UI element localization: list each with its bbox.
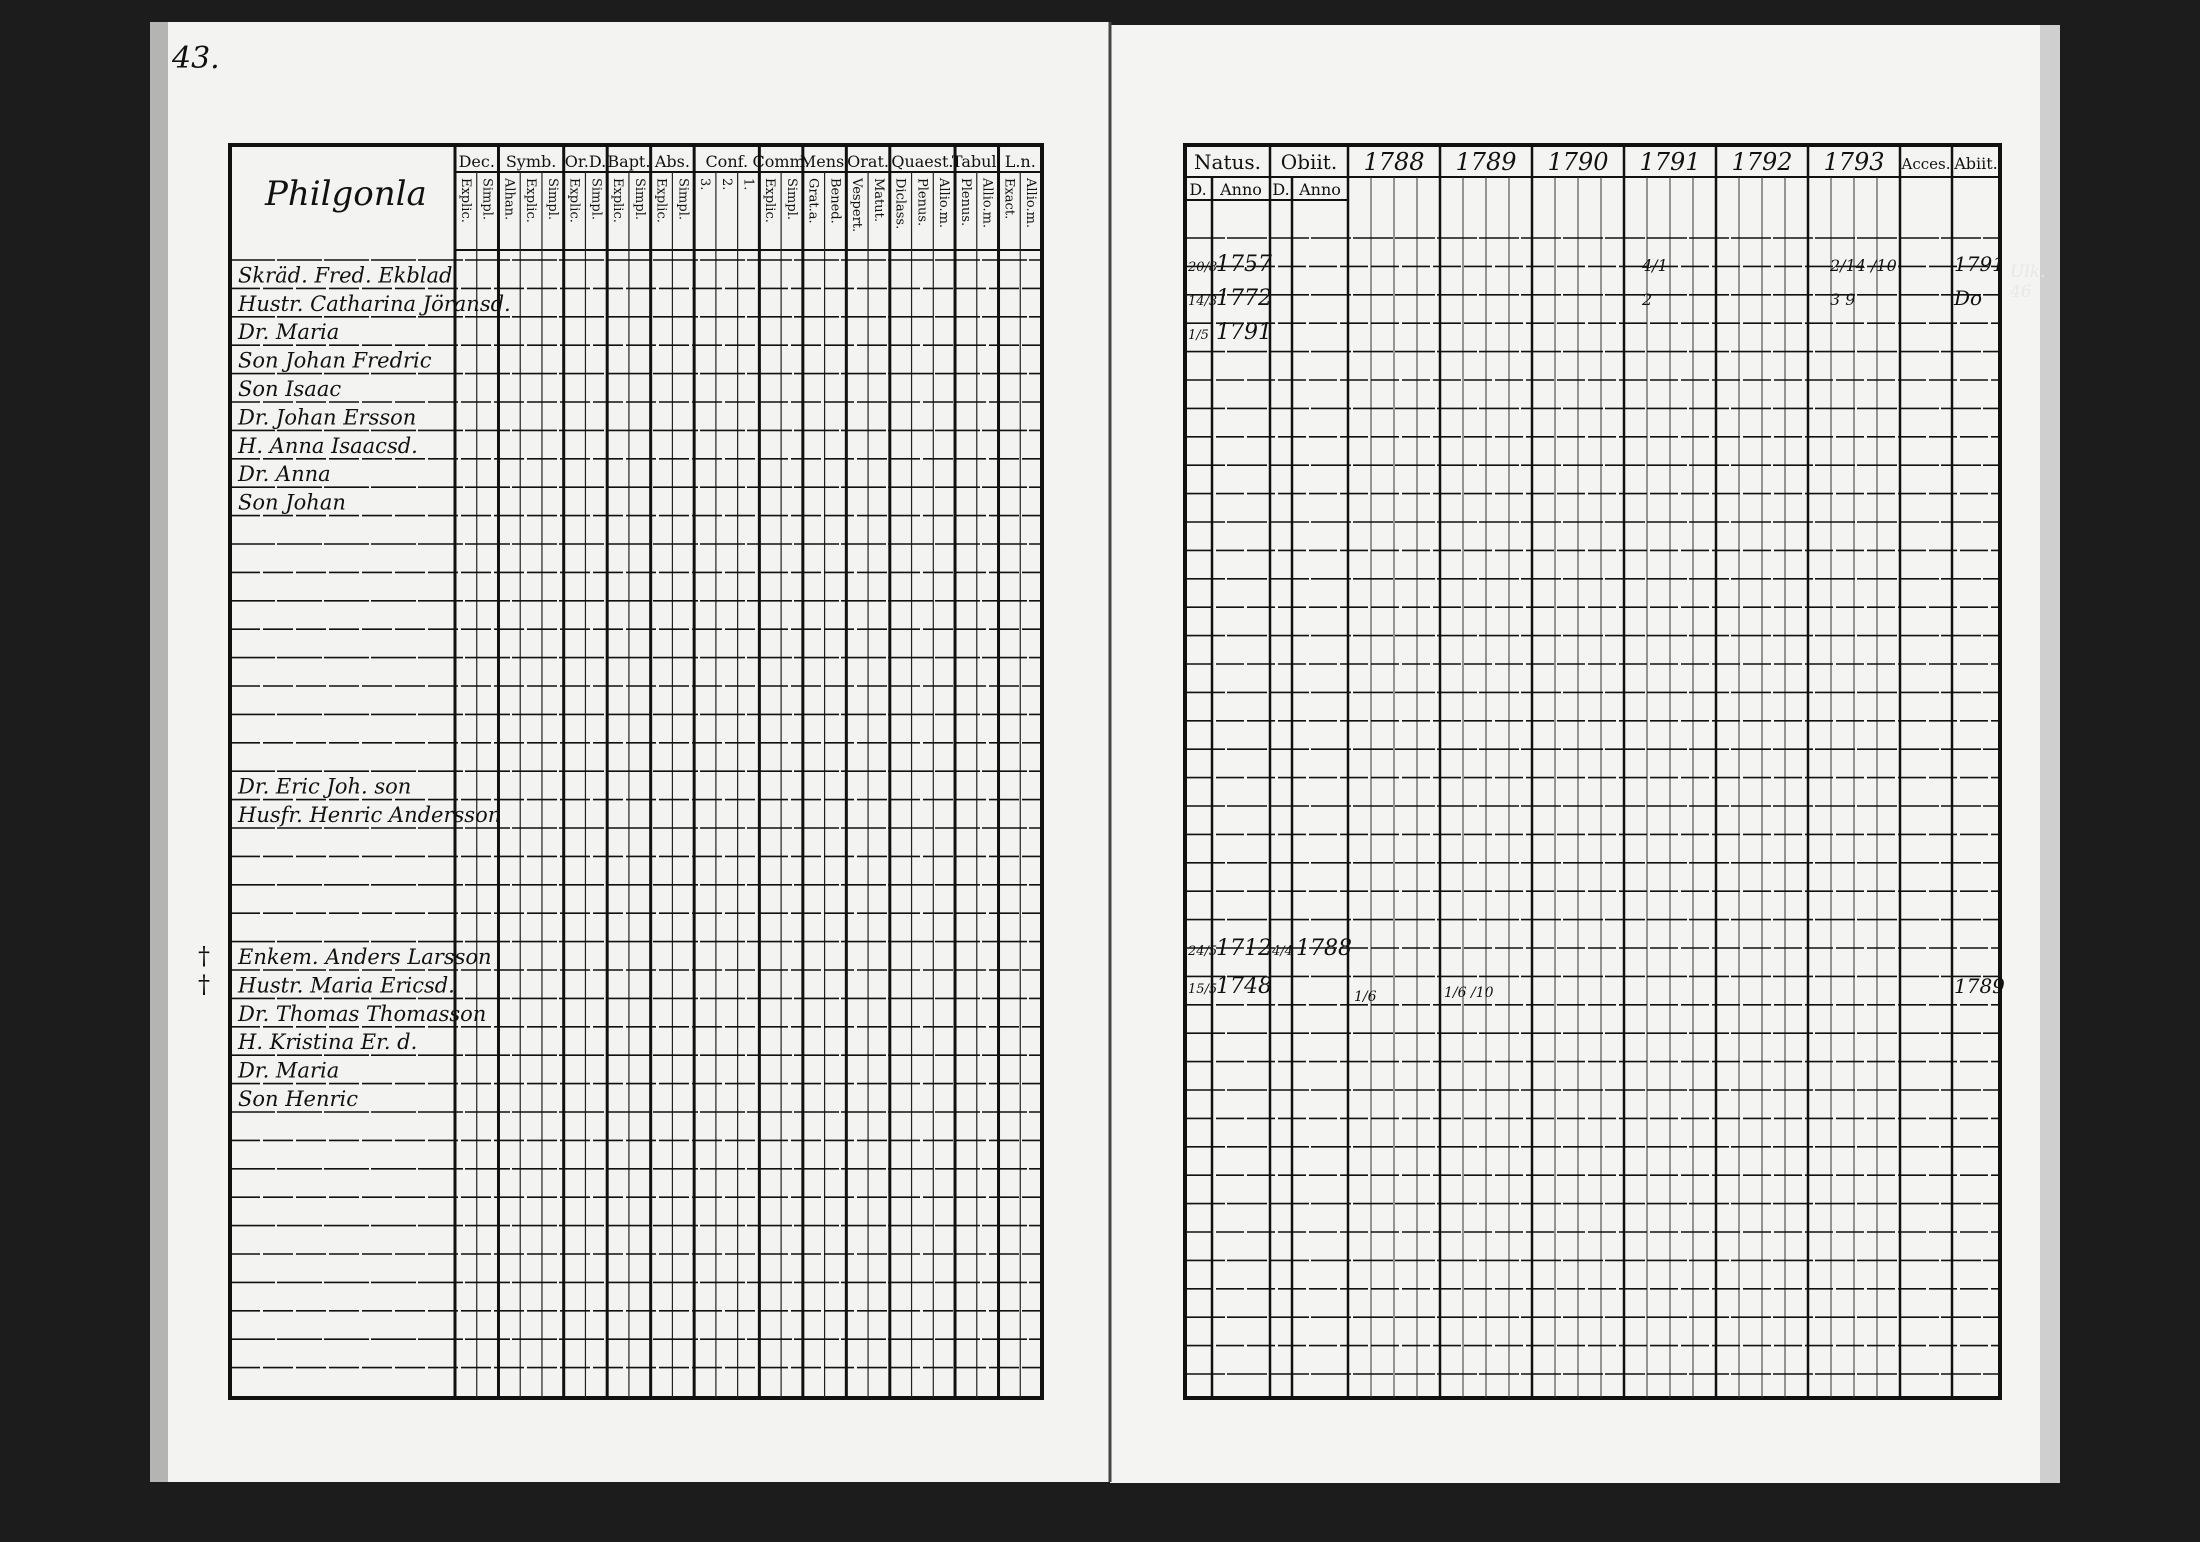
left-page — [150, 22, 1110, 1482]
natus-anno-head: Anno — [1220, 180, 1262, 199]
column-subhead: Simpl. — [588, 178, 604, 221]
person-name: Dr. Maria — [238, 320, 340, 345]
column-head: Symb. — [505, 152, 557, 171]
column-subhead: Simpl. — [479, 178, 495, 221]
mark-1793: 3 9 — [1830, 290, 1856, 309]
year-head: 1790 — [1547, 148, 1609, 176]
person-name: Son Isaac — [238, 377, 342, 401]
column-subhead: Simpl. — [544, 178, 560, 221]
column-head: Mens. — [799, 152, 850, 171]
year-head: 1791 — [1639, 148, 1701, 176]
column-head: L.n. — [1004, 152, 1036, 171]
column-head: Or.D. — [564, 152, 607, 171]
column-head: Quaest. — [891, 152, 954, 171]
column-subhead: Allio.m. — [936, 178, 952, 229]
mark-1793: 2/14 /10 — [1830, 256, 1897, 275]
obiit-anno-head: Anno — [1299, 180, 1341, 199]
birth-year: 1772 — [1216, 286, 1272, 311]
margin-note: Ulk. 46 — [2010, 262, 2046, 302]
year-head: 1789 — [1455, 148, 1517, 176]
person-name: Skräd. Fred. Ekblad — [238, 263, 453, 288]
column-subhead: Bened. — [827, 178, 843, 224]
birth-year: 1791 — [1216, 320, 1272, 345]
column-head: Comm. — [752, 152, 810, 171]
column-subhead: Alhan. — [501, 178, 517, 221]
column-subhead: Plenus. — [957, 178, 973, 227]
person-name: Son Johan — [238, 490, 346, 515]
abiit-head: Abiit. — [1954, 154, 1998, 173]
column-subhead: 3. — [697, 178, 713, 191]
birth-year: 1757 — [1216, 252, 1272, 277]
column-subhead: Explic. — [610, 178, 626, 223]
column-head: Bapt. — [607, 152, 651, 171]
right-page — [1110, 25, 2060, 1483]
column-subhead: Explic. — [523, 178, 539, 223]
mark-1788: 1/6 — [1354, 989, 1377, 1005]
person-name: Husfr. Henric Andersson — [238, 803, 502, 827]
mark-1791: 4/1 — [1642, 256, 1668, 275]
obiit-day-head: D. — [1272, 180, 1290, 199]
page-number: 43. — [172, 41, 220, 76]
column-subhead: Explic. — [566, 178, 582, 223]
column-subhead: Allio.m. — [979, 178, 995, 229]
column-head: Conf. — [705, 152, 749, 171]
year-head: 1788 — [1363, 148, 1425, 176]
column-head: Tabul. — [951, 152, 1002, 171]
person-name: Dr. Maria — [238, 1058, 340, 1083]
person-name: Son Johan Fredric — [238, 348, 432, 373]
year-head: 1793 — [1823, 148, 1885, 176]
death-year: 1788 — [1296, 936, 1352, 961]
death-mark: † — [198, 942, 210, 970]
birth-year: 1748 — [1216, 974, 1272, 999]
abiit-year: 1789 — [1954, 974, 2005, 998]
column-head: Orat. — [847, 152, 889, 171]
column-subhead: 2. — [718, 178, 734, 191]
person-name: Dr. Thomas Thomasson — [238, 1001, 487, 1026]
column-subhead: Plenus. — [914, 178, 930, 227]
person-name: H. Anna Isaacsd. — [238, 433, 418, 458]
column-subhead: Exact. — [1001, 178, 1017, 220]
column-subhead: Grat.a. — [805, 178, 821, 224]
death-day: 4/4 — [1272, 944, 1293, 959]
mark-1791: 2 — [1642, 290, 1653, 309]
person-name: Dr. Johan Ersson — [238, 405, 417, 430]
birth-year: 1712 — [1216, 936, 1272, 961]
column-subhead: Explic. — [762, 178, 778, 223]
column-subhead: 1. — [740, 178, 756, 191]
column-subhead: Explic. — [457, 178, 473, 223]
birth-day: 15/5 — [1188, 982, 1218, 997]
person-name: H. Kristina Er. d. — [238, 1030, 418, 1055]
natus-head: Natus. — [1194, 150, 1261, 174]
obiit-head: Obiit. — [1280, 150, 1338, 174]
column-subhead: Vespert. — [849, 178, 865, 233]
column-subhead: Simpl. — [675, 178, 691, 221]
death-mark: † — [198, 970, 210, 999]
column-subhead: Simpl. — [631, 178, 647, 221]
column-head: Dec. — [458, 152, 495, 171]
person-name: Dr. Eric Joh. son — [238, 774, 412, 799]
column-subhead: Simpl. — [783, 178, 799, 221]
accessit-head: Acces. — [1901, 155, 1951, 173]
birth-day: 24/5 — [1188, 944, 1218, 959]
abiit-year: 1791 — [1954, 252, 2005, 276]
person-name: Son Henric — [238, 1087, 359, 1111]
village-name: Philgonla — [265, 174, 427, 214]
column-subhead: Matut. — [870, 178, 886, 223]
abiit-year: Do — [1954, 286, 1983, 310]
birth-day: 20/8 — [1188, 260, 1218, 275]
person-name: Hustr. Catharina Jöransd. — [238, 291, 511, 316]
column-head: Abs. — [654, 152, 690, 171]
birth-day: 14/3 — [1188, 294, 1218, 309]
birth-day: 1/5 — [1188, 328, 1209, 343]
column-subhead: Allio.m. — [1023, 178, 1039, 229]
year-head: 1792 — [1731, 148, 1793, 176]
column-subhead: Diclass. — [892, 178, 908, 230]
mark-1789: 1/6 /10 — [1444, 985, 1494, 1001]
natus-day-head: D. — [1189, 180, 1207, 199]
person-name: Hustr. Maria Ericsd. — [238, 973, 455, 998]
person-name: Enkem. Anders Larsson — [238, 945, 492, 969]
person-name: Dr. Anna — [238, 462, 331, 487]
column-subhead: Explic. — [653, 178, 669, 223]
